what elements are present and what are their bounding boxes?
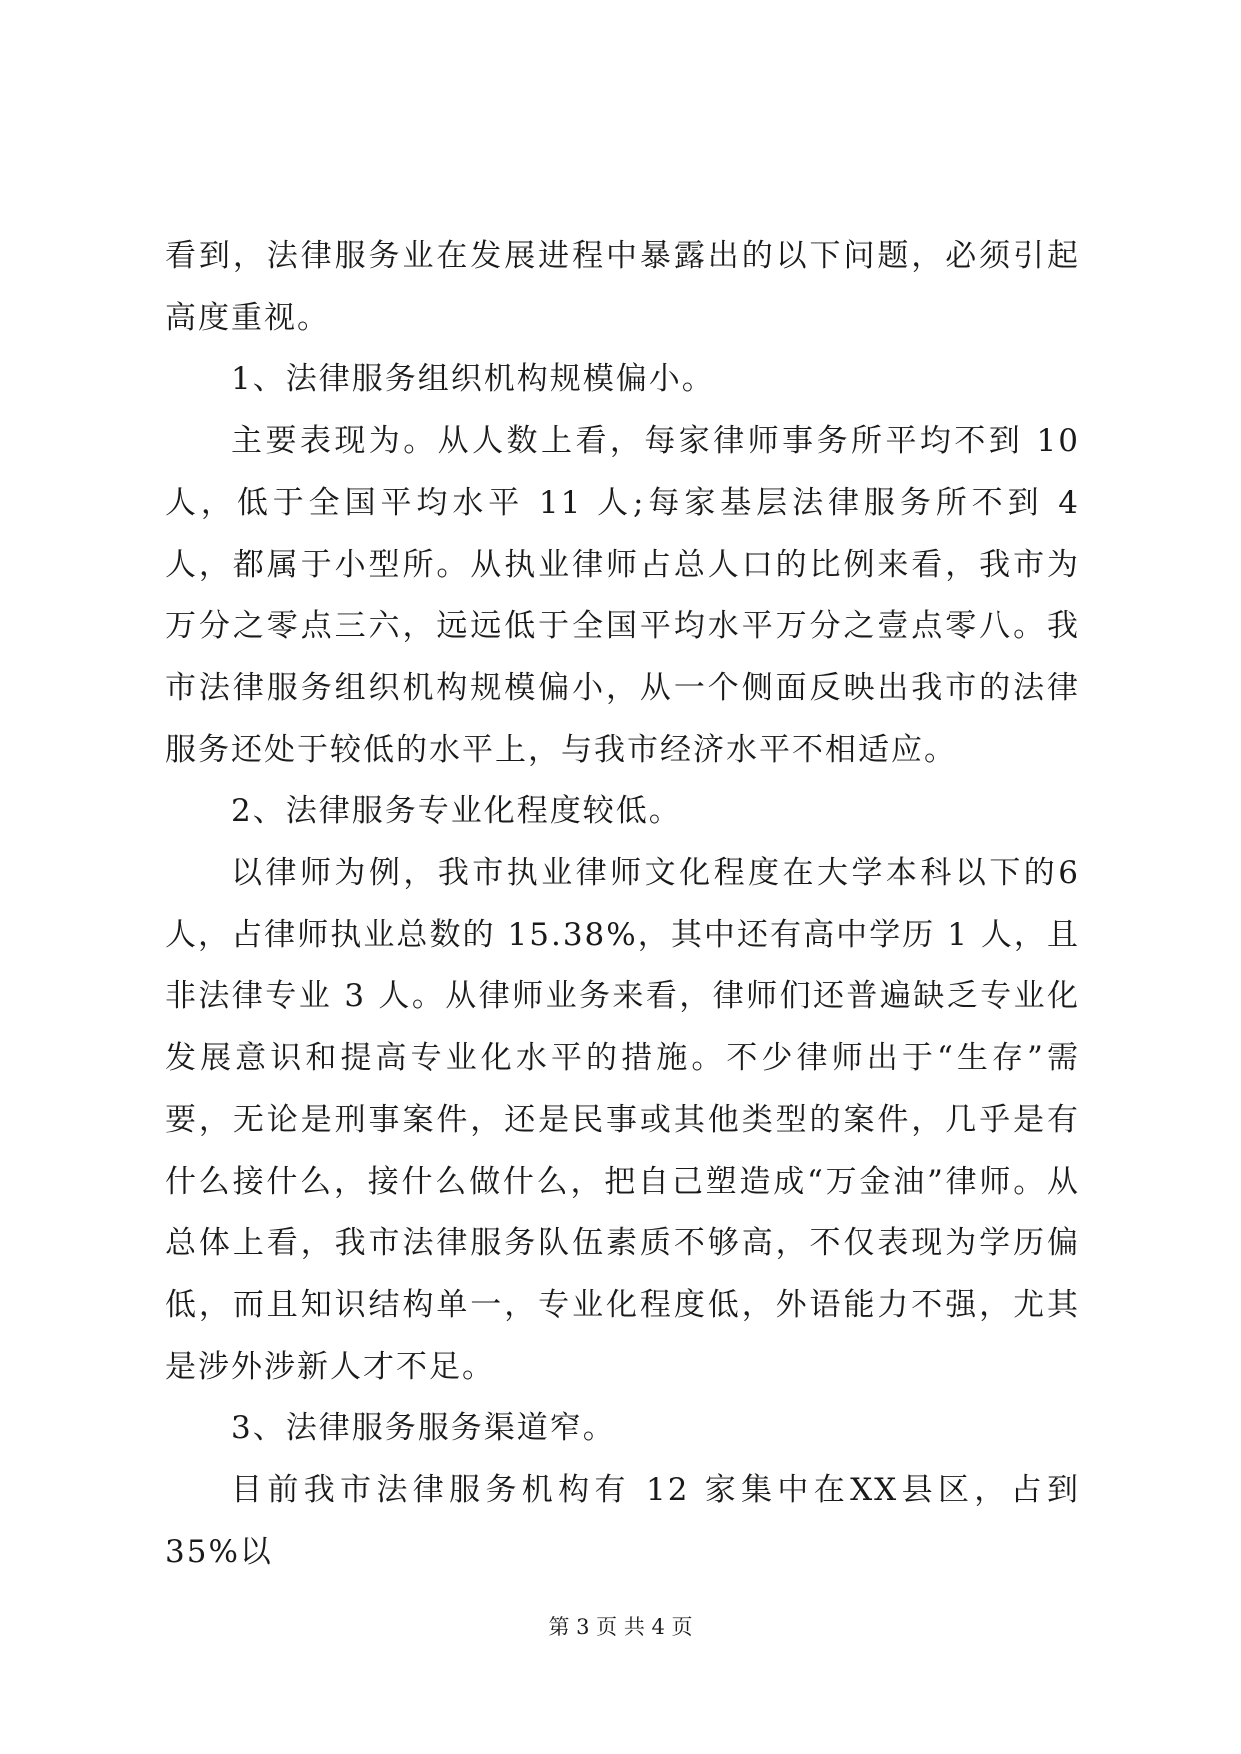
document-body <box>165 226 1080 1583</box>
paragraph-org-scale: 主要表现为。从人数上看，每家律师事务所平均不到 10 人，低于全国平均水平 11 人;每家基层法律服务所不到 4 人，都属于小型所。从执业律师占总人口的比例来看，我市为万分之零点三六，远远低于全国平均水平万分之壹点零八。我市法律服务组织机构规模偏小，从一个侧面反映出我市的法律服务还处于较低的水平上，与我市经济水平不相适应。 <box>165 423 1080 768</box>
page-number-label: 第 3 页 共 4 页 <box>548 1615 693 1639</box>
paragraph-continuation: 看到，法律服务业在发展进程中暴露出的以下问题，必须引起高度重视。 <box>165 238 1080 336</box>
paragraph-service-channels: 目前我市法律服务机构有 12 家集中在XX县区，占到 35%以 <box>165 1472 1080 1570</box>
heading-2-specialization: 2、法律服务专业化程度较低。 <box>231 793 682 830</box>
heading-1-org-scale: 1、法律服务组织机构规模偏小。 <box>231 361 715 398</box>
page-footer <box>0 1612 1241 1642</box>
paragraph-specialization: 以律师为例，我市执业律师文化程度在大学本科以下的6人，占律师执业总数的 15.38%，其中还有高中学历 1 人，且非法律专业 3 人。从律师业务来看，律师们还普遍缺乏专业化发展意识和提高专业化水平的措施。不少律师出于“生存”需要，无论是刑事案件，还是民事或其他类型的案件，几乎是有什么接什么，接什么做什么，把自己塑造成“万金油”律师。从总体上看，我市法律服务队伍素质不够高，不仅表现为学历偏低，而且知识结构单一，专业化程度低，外语能力不强，尤其是涉外涉新人才不足。 <box>165 855 1080 1385</box>
heading-3-service-channels: 3、法律服务服务渠道窄。 <box>231 1410 616 1447</box>
